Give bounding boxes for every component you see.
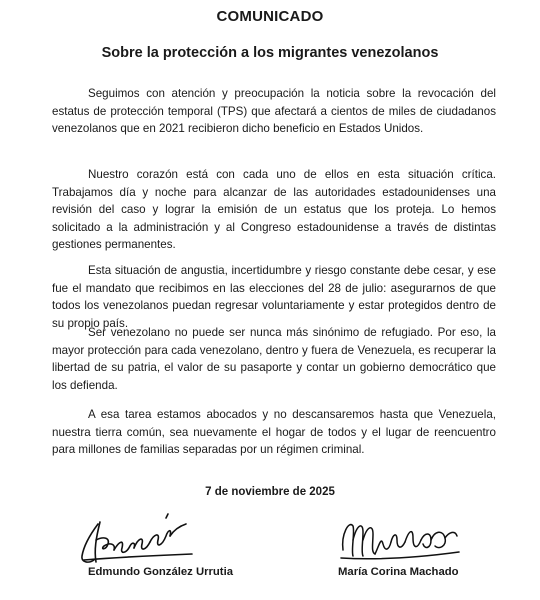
paragraph-3: Esta situación de angustia, incertidumbre y riesgo constante debe cesar, y ese fue el mandato que recibimos en las elecciones del 28 de julio: asegurarnos de que todos los venezolanos puedan regresar voluntariamente y estar protegidos dentro de su propio país. (52, 264, 496, 330)
paragraph-4: Ser venezolano no puede ser nunca más sinónimo de refugiado. Por eso, la mayor protección para cada venezolano, dentro y fuera de Venezuela, es recuperar la libertad de su patria, el valor de su pasaporte y contar un gobierno democrático que los defienda. (52, 326, 496, 392)
document-date: 7 de noviembre de 2025 (205, 486, 335, 498)
signature-right-image (335, 510, 465, 570)
paragraph-5: A esa tarea estamos abocados y no descansaremos hasta que Venezuela, nuestra tierra común, sea nuevamente el hogar de todos y el lugar de reencuentro para millones de familias separadas por un régimen criminal. (52, 408, 496, 456)
paragraph-1: Seguimos con atención y preocupación la noticia sobre la revocación del estatus de protección temporal (TPS) que afectará a cientos de miles de ciudadanos venezolanos que en 2021 recibieron dicho beneficio en Estados Unidos. (52, 87, 496, 135)
signature-left-image (70, 510, 200, 570)
paragraph-2: Nuestro corazón está con cada uno de ellos en esta situación crítica. Trabajamos día y noche para alcanzar de las autoridades estadounidenses una revisión del caso y lograr la emisión de un estatus que los proteja. Lo hemos solicitado a la administración y al Congreso estadounidense a través de distintas gestiones permanentes. (52, 168, 496, 251)
document-subtitle: Sobre la protección a los migrantes venezolanos (101, 45, 439, 61)
signer-name-right: María Corina Machado (338, 566, 459, 578)
document-title: COMUNICADO (216, 8, 324, 25)
signer-name-left: Edmundo González Urrutia (88, 566, 233, 578)
